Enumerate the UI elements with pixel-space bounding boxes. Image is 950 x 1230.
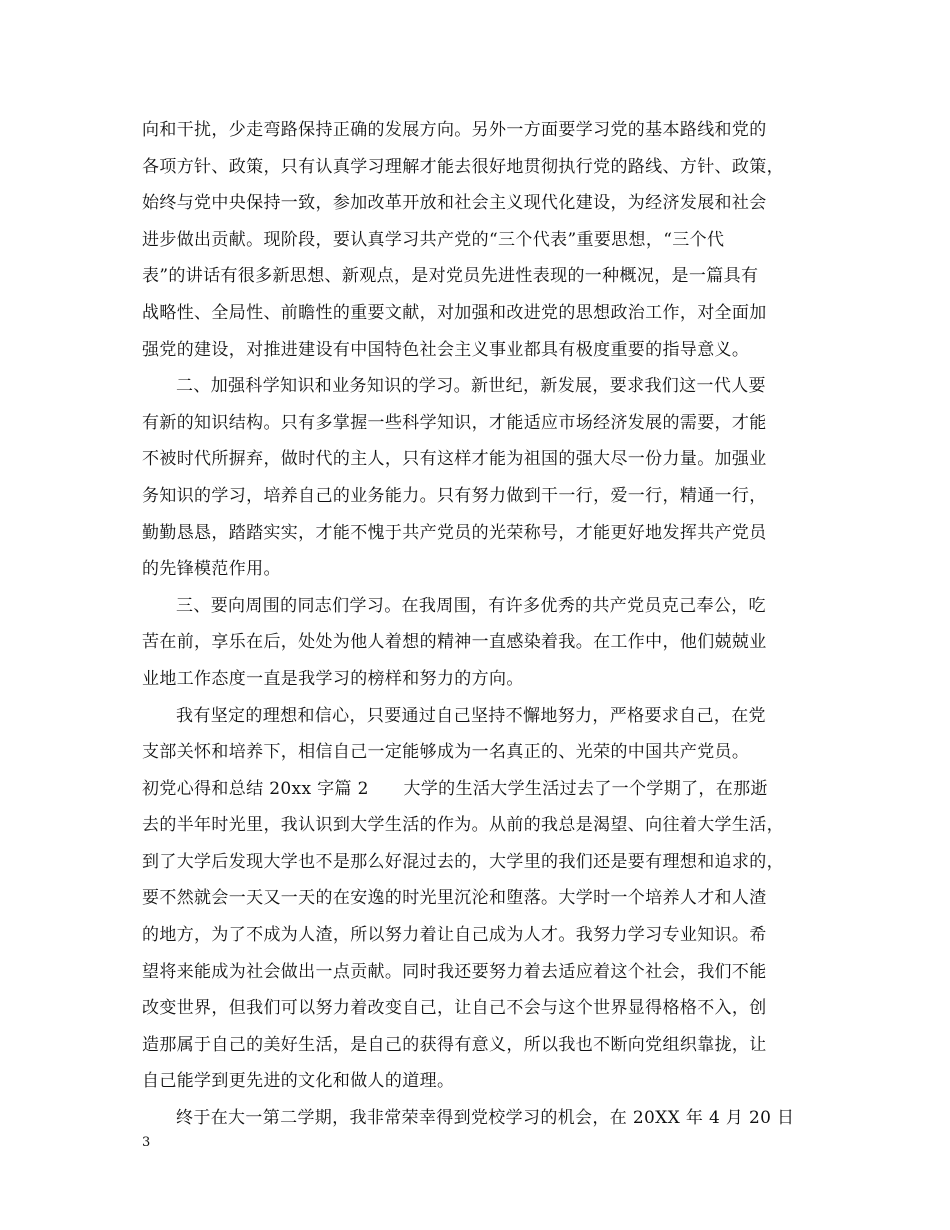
paragraph-start-line: 二、加强科学知识和业务知识的学习。新世纪，新发展，要求我们这一代人要 xyxy=(176,376,766,397)
text-line: 务知识的学习，培养自己的业务能力。只有努力做到干一行，爱一行，精通一行， xyxy=(142,485,767,506)
text-line: 造那属于自己的美好生活，是自己的获得有意义，所以我也不断向党组织靠拢，让 xyxy=(142,1034,767,1055)
text-line: 自己能学到更先进的文化和做人的道理。 xyxy=(142,1071,455,1092)
text-line: 各项方针、政策，只有认真学习理解才能去很好地贯彻执行党的路线、方针、政策， xyxy=(142,156,784,177)
text-line: 到了大学后发现大学也不是那么好混过去的，大学里的我们还是要有理想和追求的， xyxy=(142,851,784,872)
text-line: 有新的知识结构。只有多掌握一些科学知识，才能适应市场经济发展的需要，才能 xyxy=(142,412,767,433)
text-line: 向和干扰，少走弯路保持正确的发展方向。另外一方面要学习党的基本路线和党的 xyxy=(142,120,767,140)
text-line: 要不然就会一天又一天的在安逸的时光里沉沦和堕落。大学时一个培养人才和人渣 xyxy=(142,888,767,909)
paragraph-start-line: 三、要向周围的同志们学习。在我周围，有许多优秀的共产党员克己奉公，吃 xyxy=(176,595,766,616)
text-line: 表”的讲话有很多新思想、新观点，是对党员先进性表现的一种概况，是一篇具有 xyxy=(142,266,759,287)
text-line: 苦在前，享乐在后，处处为他人着想的精神一直感染着我。在工作中，他们兢兢业 xyxy=(142,632,767,653)
text-line: 去的半年时光里，我认识到大学生活的作为。从前的我总是渴望、向往着大学生活， xyxy=(142,815,784,836)
text-line: 望将来能成为社会做出一点贡献。同时我还要努力着去适应着这个社会，我们不能 xyxy=(142,961,767,982)
text-line: 支部关怀和培养下，相信自己一定能够成为一名真正的、光荣的中国共产党员。 xyxy=(142,742,750,763)
text-line: 改变世界，但我们可以努力着改变自己，让自己不会与这个世界显得格格不入，创 xyxy=(142,998,767,1019)
text-line: 勤勤恳恳，踏踏实实，才能不愧于共产党员的光荣称号，才能更好地发挥共产党员 xyxy=(142,522,767,543)
paragraph-start-line: 我有坚定的理想和信心，只要通过自己坚持不懈地努力，严格要求自己，在党 xyxy=(176,705,766,726)
text-line: 战略性、全局性、前瞻性的重要文献，对加强和改进党的思想政治工作，对全面加 xyxy=(142,302,767,323)
text-line: 的先锋模范作用。 xyxy=(142,559,281,580)
text-line: 进步做出贡献。现阶段，要认真学习共产党的“三个代表”重要思想，“三个代 xyxy=(142,229,725,250)
text-line: 始终与党中央保持一致，参加改革开放和社会主义现代化建设，为经济发展和社会 xyxy=(142,193,767,214)
page-number: 3 xyxy=(142,1135,151,1150)
text-line: 强党的建设，对推进建设有中国特色社会主义事业都具有极度重要的指导意义。 xyxy=(142,339,750,360)
document-body xyxy=(142,112,812,1137)
text-line: 不被时代所摒弃，做时代的主人，只有这样才能为祖国的强大尽一份力量。加强业 xyxy=(142,449,767,470)
text-line: 业地工作态度一直是我学习的榜样和努力的方向。 xyxy=(142,668,524,689)
section-heading-line: 初党心得和总结 20xx 字篇 2 大学的生活大学生活过去了一个学期了，在那逝 xyxy=(142,778,768,799)
text-line: 的地方，为了不成为人渣，所以努力着让自己成为人才。我努力学习专业知识。希 xyxy=(142,925,767,946)
paragraph-start-line: 终于在大一第二学期，我非常荣幸得到党校学习的机会，在 20XX 年 4 月 20 日 xyxy=(176,1108,795,1129)
